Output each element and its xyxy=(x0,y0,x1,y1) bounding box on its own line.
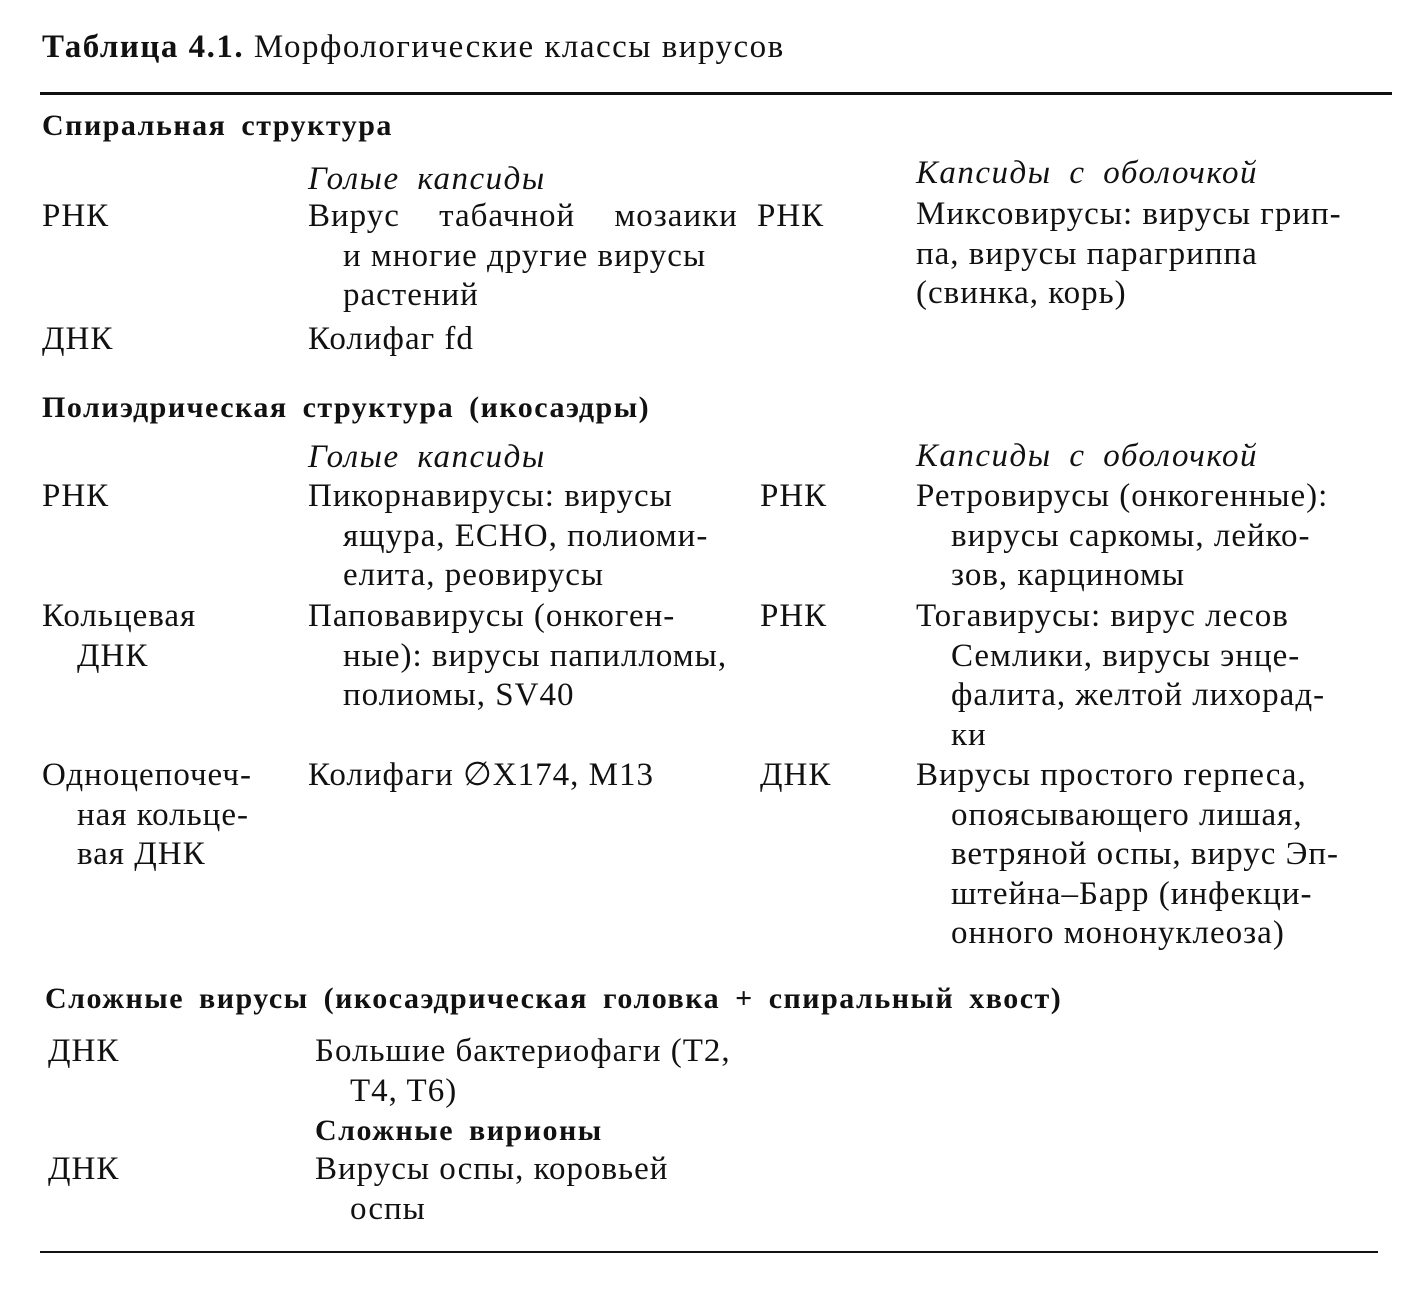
cell-line: Семлики, вирусы энце- xyxy=(951,637,1301,674)
cell-line: ДНК xyxy=(42,321,114,357)
cell-line: зов, карциномы xyxy=(951,557,1186,593)
row-viruses-cell xyxy=(308,197,738,316)
cell-line: вирусы саркомы, лейко- xyxy=(951,517,1311,554)
subhead-naked-capsids: Голые капсиды xyxy=(308,161,546,197)
cell-line: РНК xyxy=(42,198,110,234)
cell-line: ДНК xyxy=(48,1151,120,1187)
cell-line: ДНК xyxy=(48,1033,120,1069)
cell-line: онного мононуклеоза) xyxy=(951,915,1285,951)
cell-line: РНК xyxy=(757,198,825,234)
bottom-rule xyxy=(40,1251,1378,1253)
row-viruses-cell xyxy=(308,320,474,360)
cell-line: Пикорнавирусы: вирусы xyxy=(308,478,673,514)
table-number: Таблица 4.1. xyxy=(42,29,245,65)
row-env-viruses-cell xyxy=(916,195,1342,314)
row-acid-cell xyxy=(42,477,109,517)
row-acid-cell xyxy=(42,197,109,237)
cell-line: (свинка, корь) xyxy=(916,275,1127,311)
row-acid-cell xyxy=(48,1032,119,1072)
row-env-acid-cell xyxy=(760,477,827,517)
cell-line: ные): вирусы папилломы, xyxy=(343,637,728,674)
cell-line: ящура, ECHO, полиоми- xyxy=(343,517,709,554)
cell-line: Кольцевая xyxy=(42,598,197,634)
cell-line: РНК xyxy=(760,598,828,634)
row-acid-cell xyxy=(48,1150,119,1190)
cell-line: ки xyxy=(951,716,987,753)
cell-line: Одноцепочеч- xyxy=(42,757,252,793)
cell-line: Колифаг fd xyxy=(308,321,474,357)
row-acid-cell xyxy=(42,597,196,676)
subhead-enveloped-capsids: Капсиды с оболочкой xyxy=(916,438,1259,474)
cell-line: ДНК xyxy=(77,637,149,674)
row-acid-cell xyxy=(42,320,113,360)
cell-line: ная кольце- xyxy=(77,796,249,833)
cell-line: Тогавирусы: вирус лесов xyxy=(916,598,1289,634)
cell-line: вая ДНК xyxy=(77,836,206,872)
row-env-viruses-cell xyxy=(916,756,1339,954)
cell-line: Вирус табачной мозаики xyxy=(308,198,738,234)
section-heading-complex: Сложные вирусы (икосаэдрическая головка + спиральный хвост) xyxy=(45,982,1063,1015)
cell-line: опоясывающего лишая, xyxy=(951,796,1303,833)
cell-line: Вирусы простого герпеса, xyxy=(916,757,1307,793)
cell-line: РНК xyxy=(42,478,110,514)
row-viruses-cell xyxy=(308,477,708,596)
row-env-acid-cell xyxy=(760,597,827,637)
cell-line: штейна–Барр (инфекци- xyxy=(951,875,1313,912)
cell-line: па, вирусы парагриппа xyxy=(916,235,1258,272)
subgroup-heading-complex-virions: Сложные вирионы xyxy=(315,1114,603,1147)
subhead-enveloped-capsids: Капсиды с оболочкой xyxy=(916,155,1259,191)
cell-line: и многие другие вирусы xyxy=(343,237,707,274)
row-viruses-cell xyxy=(315,1150,668,1229)
top-rule xyxy=(40,92,1392,95)
row-viruses-cell xyxy=(308,597,727,716)
row-env-acid-cell xyxy=(757,197,824,237)
cell-line: растений xyxy=(343,277,479,313)
cell-line: ДНК xyxy=(760,757,832,793)
cell-line: ветряной оспы, вирус Эп- xyxy=(951,836,1340,872)
cell-line: T4, T6) xyxy=(350,1072,458,1109)
row-viruses-cell xyxy=(308,756,654,796)
row-env-viruses-cell xyxy=(916,597,1325,755)
cell-line: оспы xyxy=(350,1190,426,1227)
table-title: Морфологические классы вирусов xyxy=(253,29,785,65)
cell-line: РНК xyxy=(760,478,828,514)
row-acid-cell xyxy=(42,756,252,875)
cell-line: Миксовирусы: вирусы грип- xyxy=(916,196,1342,232)
row-env-acid-cell xyxy=(760,756,831,796)
cell-line: Ретровирусы (онкогенные): xyxy=(916,478,1329,514)
cell-line: Большие бактериофаги (T2, xyxy=(315,1033,731,1069)
table-caption xyxy=(42,28,785,68)
section-heading-helical: Спиральная структура xyxy=(42,109,393,142)
row-env-viruses-cell xyxy=(916,477,1328,596)
cell-line: Колифаги ∅X174, M13 xyxy=(308,757,654,793)
cell-line: елита, реовирусы xyxy=(343,557,605,593)
subhead-naked-capsids: Голые капсиды xyxy=(308,439,546,475)
cell-line: Паповавирусы (онкоген- xyxy=(308,598,676,634)
cell-line: Вирусы оспы, коровьей xyxy=(315,1151,669,1187)
row-viruses-cell xyxy=(315,1032,731,1111)
cell-line: фалита, желтой лихорад- xyxy=(951,677,1326,713)
section-heading-polyhedral: Полиэдрическая структура (икосаэдры) xyxy=(42,391,651,424)
cell-line: полиомы, SV40 xyxy=(343,677,575,713)
